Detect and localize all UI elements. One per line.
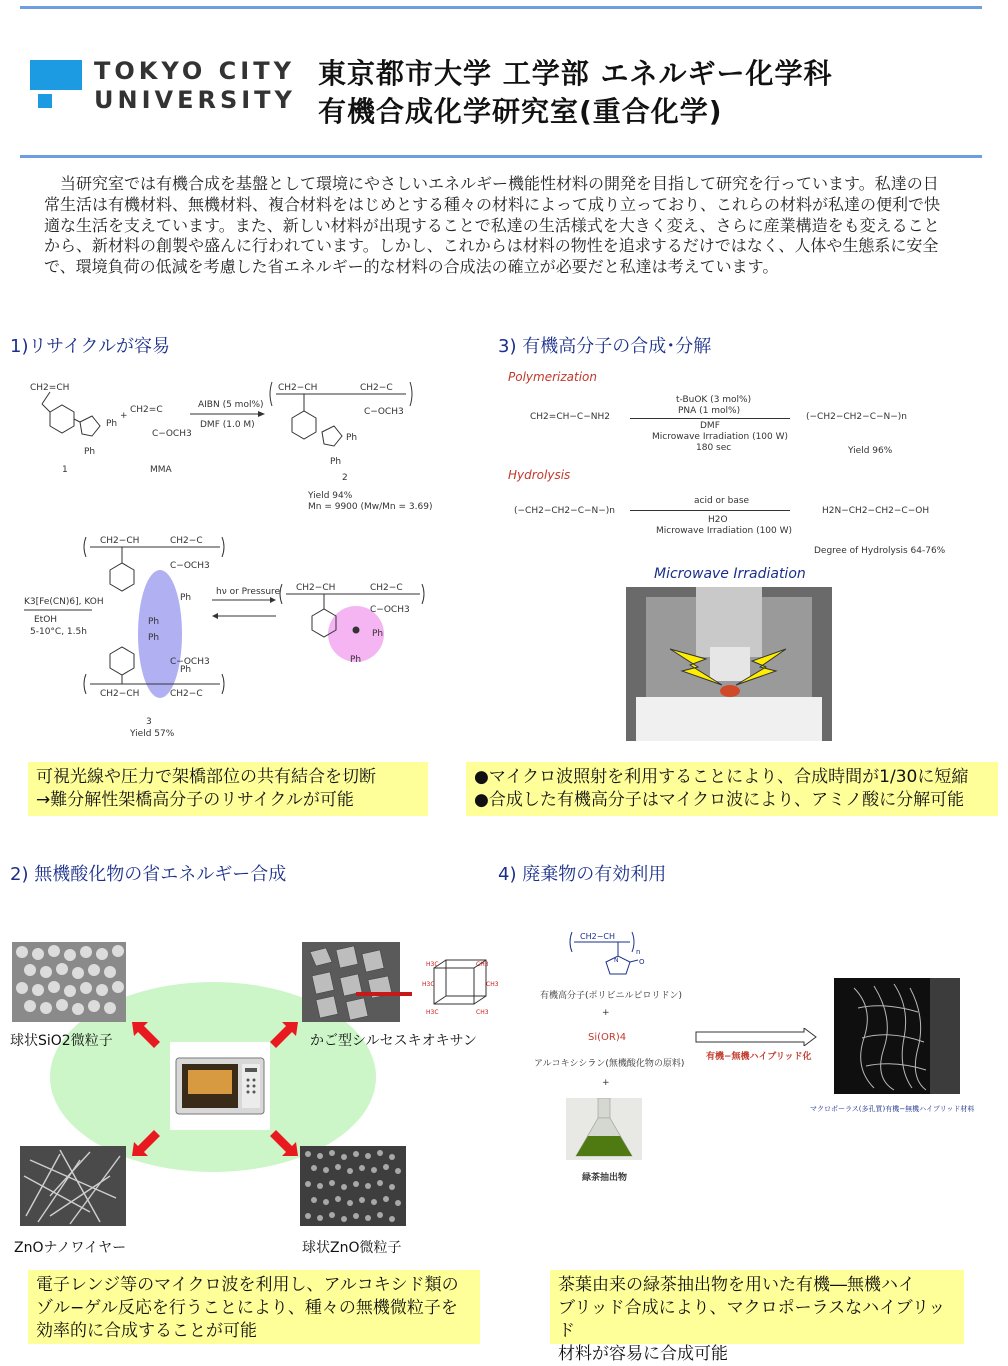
- crosslink-highlight: [138, 570, 182, 698]
- ph-label-c: Ph: [346, 433, 358, 443]
- hydrolysis-label: Hydrolysis: [508, 468, 571, 482]
- section3-note: [466, 762, 998, 816]
- poly-cond4: Microwave Irradiation (100 W): [652, 432, 789, 442]
- silsesquioxane-structure: [356, 956, 502, 1018]
- svg-text:CH2−CH: CH2−CH: [580, 932, 615, 941]
- section2-note-line3: 効率的に合成することが可能: [36, 1321, 257, 1341]
- si-label: Si(OR)4: [588, 1032, 627, 1043]
- green-tea-flask-photo: [566, 1098, 642, 1160]
- svg-text:C−OCH3: C−OCH3: [370, 605, 410, 615]
- reagent-aibn: AIBN (5 mol%): [198, 400, 264, 410]
- section4-heading: 4) 廃棄物の有効利用: [498, 864, 667, 885]
- compound-2-label: 2: [342, 473, 348, 483]
- svg-text:C−OCH3: C−OCH3: [364, 407, 404, 417]
- monomer-1-structure: [42, 392, 100, 436]
- hyd-cond3: Microwave Irradiation (100 W): [656, 526, 793, 536]
- svg-text:CH2−C: CH2−C: [170, 689, 203, 699]
- svg-text:H3C: H3C: [426, 1009, 439, 1016]
- svg-text:CH2−CH: CH2−CH: [100, 536, 140, 546]
- section4-note-line2: ブリッド合成により、マクロポーラスなハイブリッド: [558, 1298, 946, 1341]
- section1-scheme: [20, 372, 440, 752]
- section1-note-line2: →難分解性架橋高分子のリサイクルが可能: [36, 790, 354, 810]
- sio2-sem-photo: [12, 942, 126, 1022]
- compound-1-label: 1: [62, 465, 68, 475]
- page-title-line2: 有機合成化学研究室(重合化学): [318, 95, 723, 128]
- arrow-down-right-icon: [270, 1130, 298, 1156]
- vinyl-label: CH2=CH: [30, 383, 70, 393]
- svg-text:Ph: Ph: [148, 633, 160, 643]
- ph-label-e: Ph: [180, 593, 192, 603]
- zno-sphere-label: 球状ZnO微粒子: [302, 1240, 402, 1256]
- ph-label-a: Ph: [106, 419, 118, 429]
- section2-note-line2: ゾル−ゲル反応を行うことにより、種々の無機微粒子を: [36, 1298, 458, 1318]
- svg-text:N: N: [614, 957, 619, 964]
- yield-3: Yield 57%: [130, 729, 175, 739]
- hyd-reactant: (−CH2−CH2−C−N−)n: [514, 506, 616, 516]
- section4-note-line1: 茶葉由来の緑茶抽出物を用いた有機―無機ハイ: [558, 1275, 915, 1295]
- zno-sphere-photo: [300, 1146, 406, 1226]
- cond-solvent: EtOH: [34, 615, 58, 625]
- ph-label-f: Ph: [180, 665, 192, 675]
- arrow-down-left-icon: [132, 1130, 160, 1156]
- pvp-label: 有機高分子(ポリビニルピロリドン): [540, 991, 683, 1001]
- cond-oxidant: K3[Fe(CN)6], KOH: [24, 597, 104, 607]
- cage-label: かご型シルセスキオキサン: [310, 1033, 477, 1049]
- plus-sign-2: +: [602, 1078, 610, 1088]
- svg-text:CH3: CH3: [486, 981, 499, 988]
- section2-heading: 2) 無機酸化物の省エネルギー合成: [10, 864, 287, 885]
- poly-cond1: t-BuOK (3 mol%): [676, 395, 752, 405]
- mma-label: MMA: [150, 465, 172, 475]
- logo-line2: UNIVERSITY: [94, 86, 296, 114]
- section2-note-line1: 電子レンジ等のマイクロ波を利用し、アルコキシド類の: [36, 1275, 459, 1295]
- svg-text:CH3: CH3: [476, 1009, 489, 1016]
- microwave-apparatus-photo: [626, 587, 832, 741]
- mn-value: Mn = 9900 (Mw/Mn = 3.69): [308, 502, 433, 512]
- svg-text:+: +: [120, 411, 128, 421]
- svg-text:Ph: Ph: [148, 617, 160, 627]
- section1-heading: 1)リサイクルが容易: [10, 336, 170, 357]
- svg-text:CH2−CH: CH2−CH: [100, 689, 140, 699]
- logo-square-large: [30, 60, 82, 90]
- intro-paragraph: 当研究室では有機合成を基盤として環境にやさしいエネルギー機能性材料の開発を目指して研究を行っています。私達の日常生活は有機材料、無機材料、複合材料をはじめとする種々の材料によって成り立っており、これらの材料が私達の便利で快適な生活を支えています。また、新しい材料が出現することで私達の生活様式を大きく変え、さらに産業構造をも変えることから、新材料の創製や盛んに行われています。しかし、これからは材料の物性を追求するだけではなく、人体や生態系に安全で、環境負荷の低減を考慮した省エネルギー的な材料の合成法の確立が必要だと私達は考えています。: [44, 174, 941, 277]
- poly-yield: Yield 96%: [848, 446, 893, 456]
- section4-note-line3: 材料が容易に合成可能: [558, 1344, 728, 1364]
- section1-note-line1: 可視光線や圧力で架橋部位の共有結合を切断: [36, 767, 376, 787]
- section2-note: [28, 1270, 480, 1344]
- hyd-cond1: acid or base: [694, 496, 750, 506]
- greentea-label: 緑茶抽出物: [582, 1173, 628, 1183]
- hybrid-arrow: [694, 1028, 818, 1046]
- svg-text:O: O: [639, 958, 645, 966]
- svg-text:CH2−C: CH2−C: [170, 536, 203, 546]
- svg-text:C−OCH3: C−OCH3: [170, 657, 210, 667]
- svg-text:C−OCH3: C−OCH3: [152, 429, 192, 439]
- hv-or-pressure: hν or Pressure: [216, 587, 281, 597]
- product-label: マクロポーラス(多孔質)有機−無機ハイブリッド材料: [810, 1105, 975, 1113]
- svg-text:CH2=C: CH2=C: [130, 405, 163, 415]
- svg-text:CH2−C: CH2−C: [370, 583, 403, 593]
- section3-note-line2: ●合成した有機高分子はマイクロ波により、アミノ酸に分解可能: [474, 790, 965, 810]
- poly-product: (−CH2−CH2−C−N−)n: [806, 412, 908, 422]
- svg-text:H3C: H3C: [422, 981, 435, 988]
- poly-cond2: PNA (1 mol%): [678, 406, 741, 416]
- sio2-label: 球状SiO2微粒子: [10, 1033, 113, 1049]
- page-title-line1: 東京都市大学 工学部 エネルギー化学科: [318, 57, 833, 90]
- svg-text:n: n: [636, 948, 641, 956]
- ph-label-b: Ph: [84, 447, 96, 457]
- hyd-arrow: [630, 510, 790, 511]
- ph-label-g: Ph: [372, 629, 384, 639]
- red-arrows: [130, 1016, 300, 1162]
- svg-text:CH2−CH: CH2−CH: [296, 583, 336, 593]
- hyd-degree: Degree of Hydrolysis 64-76%: [814, 546, 946, 556]
- zno-nanowire-photo: [20, 1146, 126, 1226]
- pvp-structure: [566, 928, 646, 982]
- hybrid-arrow-label: 有機−無機ハイブリッド化: [706, 1052, 812, 1062]
- reagent-dmf: DMF (1.0 M): [200, 420, 255, 430]
- section4-note: [550, 1270, 964, 1364]
- arrow-up-left-icon: [132, 1022, 160, 1048]
- arrow-up-right-icon: [270, 1022, 298, 1048]
- zno-nanowire-label: ZnOナノワイヤー: [14, 1240, 127, 1256]
- svg-text:C−OCH3: C−OCH3: [170, 561, 210, 571]
- plus-sign-1: +: [602, 1008, 610, 1018]
- hyd-cond2: H2O: [708, 515, 728, 525]
- ph-label-d: Ph: [330, 457, 342, 467]
- svg-text:CH3: CH3: [476, 961, 489, 968]
- header-bottom-rule: [20, 155, 982, 158]
- alkoxy-label: アルコキシシラン(無機酸化物の原料): [534, 1059, 685, 1069]
- compound-3-label: 3: [146, 717, 152, 727]
- top-rule: [20, 6, 982, 9]
- hyd-product: H2N−CH2−CH2−C−OH: [822, 506, 930, 516]
- yield-2: Yield 94%: [308, 491, 353, 501]
- logo-square-small: [38, 94, 52, 108]
- section1-note: [28, 762, 428, 816]
- ph-label-h: Ph: [350, 655, 362, 665]
- polymerization-label: Polymerization: [508, 370, 597, 384]
- poly-cond5: 180 sec: [696, 443, 732, 453]
- poly-arrow: [630, 418, 790, 419]
- microwave-label: Microwave Irradiation: [654, 566, 806, 582]
- svg-text:CH2−C: CH2−C: [360, 383, 393, 393]
- section3-note-line1: ●マイクロ波照射を利用することにより、合成時間が1/30に短縮: [474, 767, 969, 787]
- hybrid-material-sem-photo: [834, 978, 960, 1094]
- poly-reactant: CH2=CH−C−NH2: [530, 412, 610, 422]
- poly-cond3: DMF: [700, 421, 720, 431]
- cond-temp: 5-10°C, 1.5h: [30, 627, 87, 637]
- logo-line1: TOKYO CITY: [94, 57, 295, 85]
- section3-heading: 3) 有機高分子の合成･分解: [498, 336, 712, 357]
- svg-text:CH2−CH: CH2−CH: [278, 383, 318, 393]
- svg-text:H3C: H3C: [426, 961, 439, 968]
